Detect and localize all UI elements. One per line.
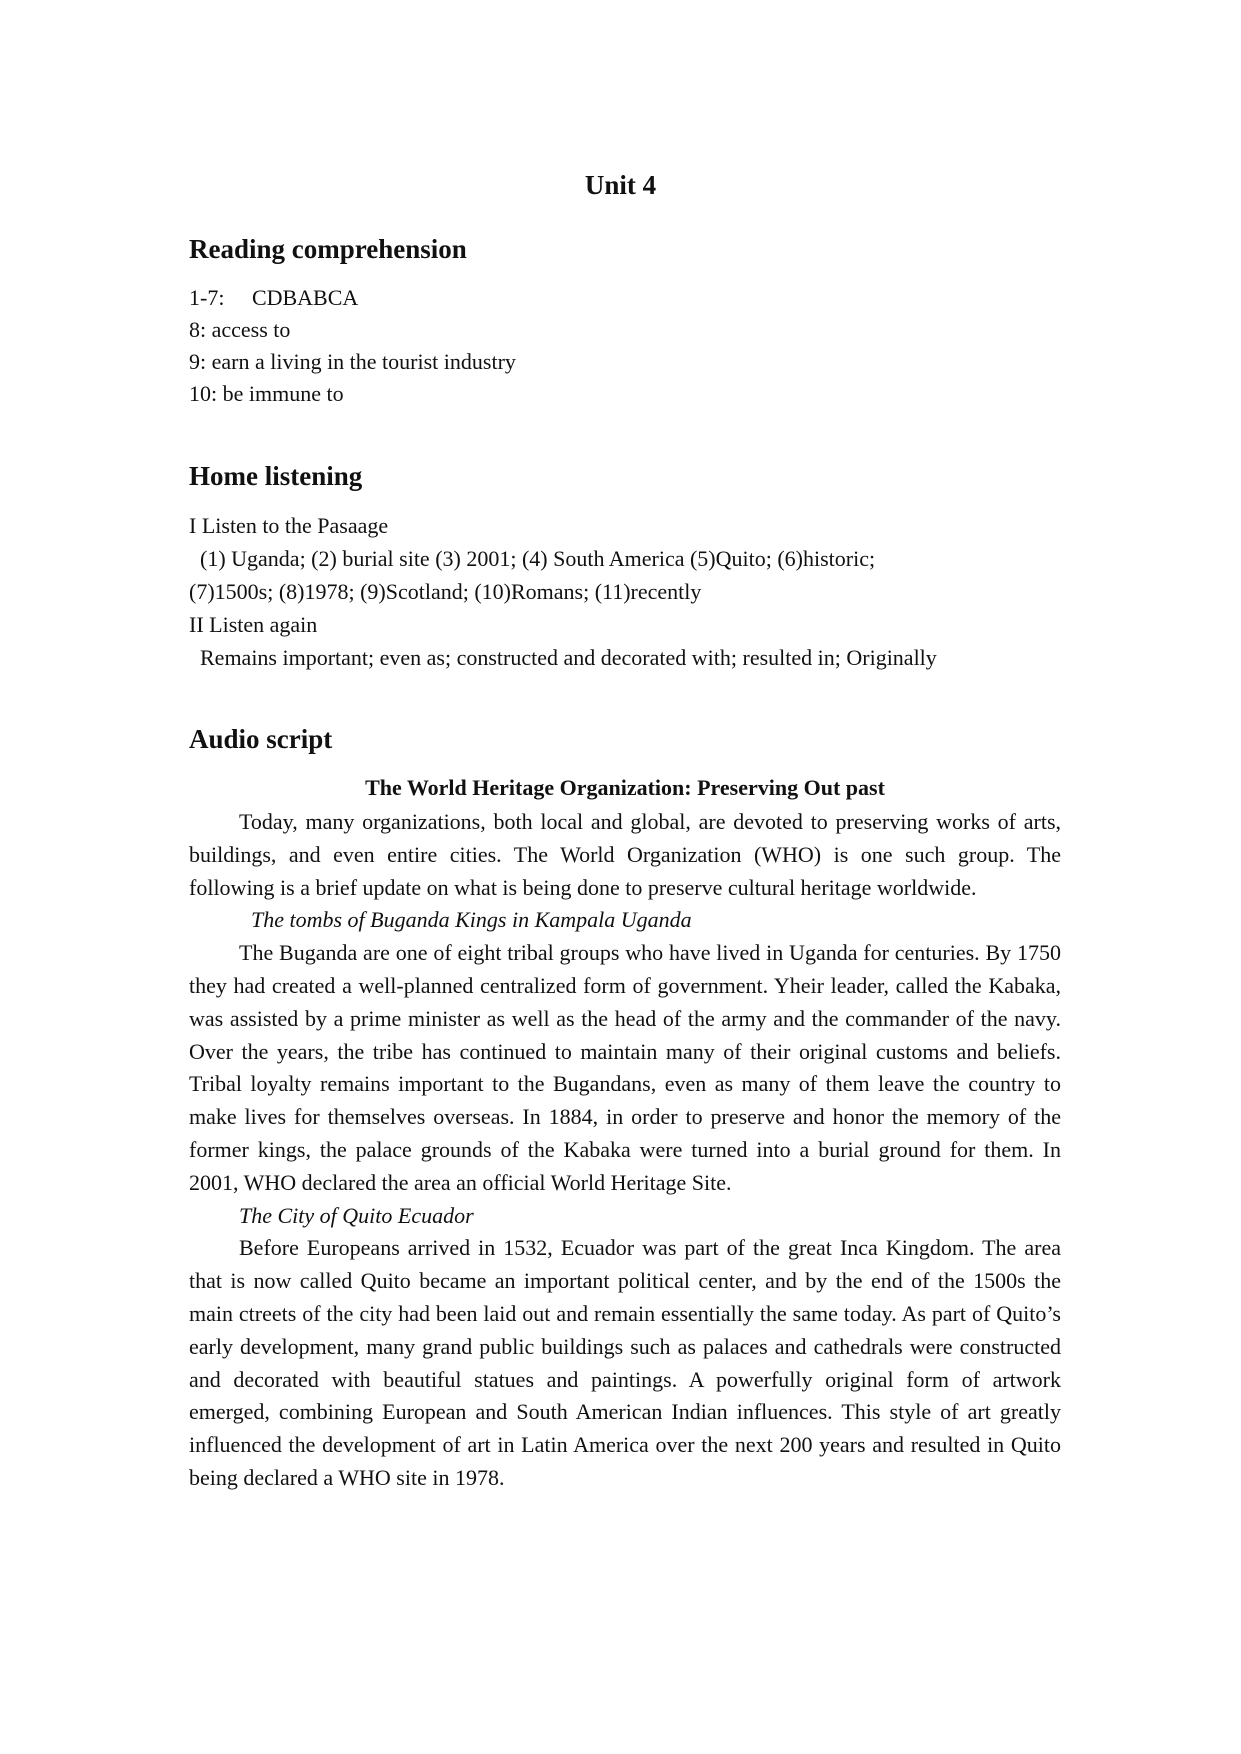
listening-line: (7)1500s; (8)1978; (9)Scotland; (10)Romans; (11)recently — [189, 579, 702, 604]
listening-line: Remains important; even as; constructed and decorated with; resulted in; Originally — [189, 645, 937, 670]
audio-script-body — [189, 806, 1061, 1495]
listening-line: I Listen to the Pasaage — [189, 513, 389, 538]
answer-line: 9: earn a living in the tourist industry — [189, 349, 516, 374]
section-subtitle-buganda: The tombs of Buganda Kings in Kampala Uganda — [251, 907, 692, 933]
answer-line: 8: access to — [189, 317, 291, 342]
buganda-paragraph: The Buganda are one of eight tribal groups who have lived in Uganda for centuries. By 1750 they had created a well-planned centralized form of government. Yheir leader, called the Kabaka, was assisted by a prime minister as well as the head of the army and the commander of the navy. Over the years, the tribe has continued to maintain many of their original customs and beliefs. Tribal loyalty remains important to the Bugandans, even as many of them leave the country to make lives for themselves overseas. In 1884, in order to preserve and honor the memory of the former kings, the palace grounds of the Kabaka were turned into a burial ground for them. In 2001, WHO declared the area an official World Heritage Site. — [189, 940, 1061, 1195]
answer-line: 1-7: CDBABCA — [189, 285, 359, 310]
section-subtitle-quito: The City of Quito Ecuador — [239, 1202, 474, 1228]
home-listening-heading: Home listening — [189, 461, 363, 491]
quito-paragraph: Before Europeans arrived in 1532, Ecuador was part of the great Inca Kingdom. The area that is now called Quito became an important political center, and by the end of the 1500s the main ctreets of the city had been laid out and remain essentially the same today. As part of Quito’s early development, many grand public buildings such as palaces and cathedrals were constructed and decorated with beautiful statues and paintings. A powerfully original form of artwork emerged, combining European and South American Indian influences. This style of art greatly influenced the development of art in Latin America over the next 200 years and resulted in Quito being declared a WHO site in 1978. — [189, 1235, 1061, 1490]
audio-script-heading: Audio script — [189, 724, 333, 754]
reading-comprehension-heading: Reading comprehension — [189, 234, 467, 264]
intro-paragraph: Today, many organizations, both local and global, are devoted to preserving works of arts, buildings, and even entire cities. The World Organization (WHO) is one such group. The following is a brief update on what is being done to preserve cultural heritage worldwide. — [189, 809, 1061, 900]
unit-title: Unit 4 — [584, 170, 657, 200]
answer-line: 10: be immune to — [189, 381, 344, 406]
audio-script-title: The World Heritage Organization: Preserving Out past — [365, 775, 885, 800]
listening-line: II Listen again — [189, 612, 318, 637]
listening-line: (1) Uganda; (2) burial site (3) 2001; (4) South America (5)Quito; (6)historic; — [189, 546, 876, 571]
